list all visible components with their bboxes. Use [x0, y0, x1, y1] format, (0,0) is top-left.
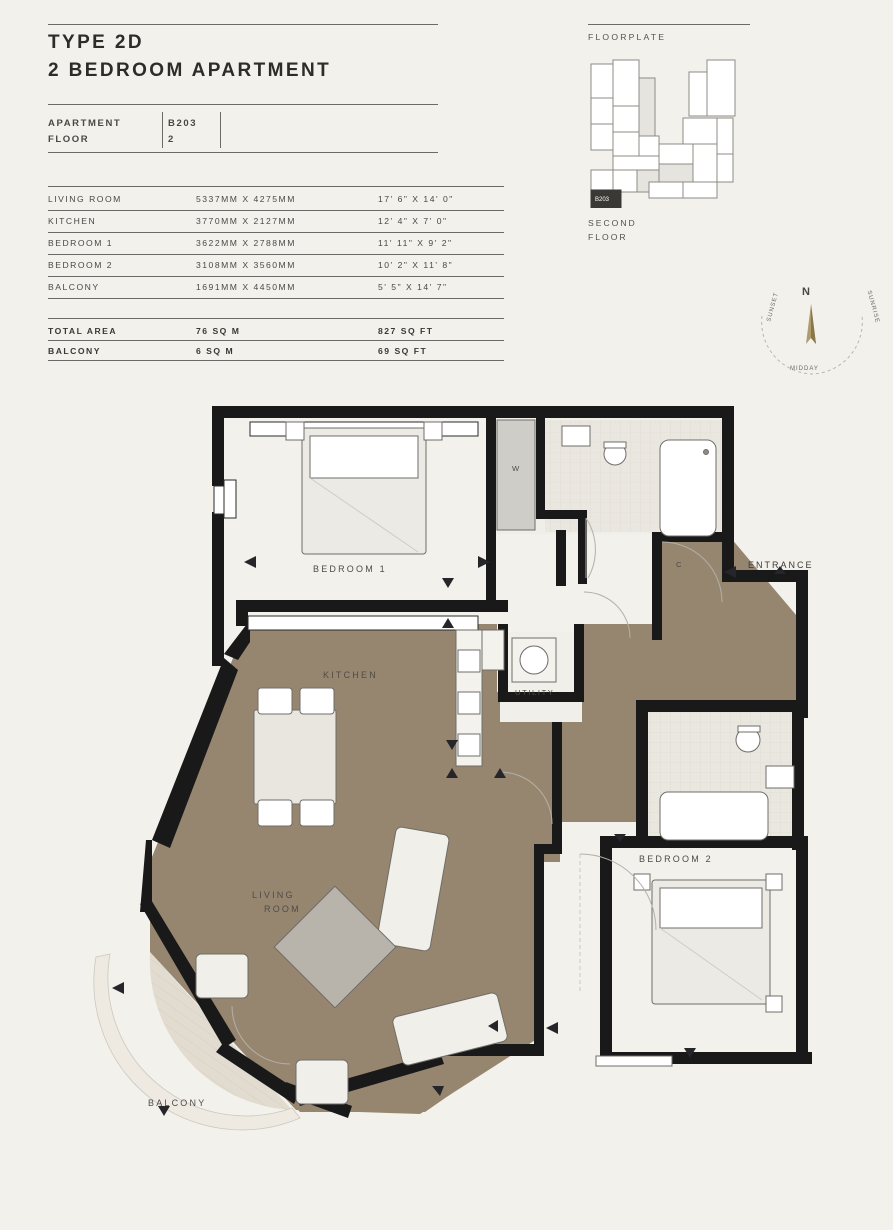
compass-north-label: N — [802, 286, 811, 298]
room-imperial: 5' 5" X 14' 7" — [378, 282, 448, 292]
page-title-description: 2 BEDROOM APARTMENT — [48, 60, 332, 81]
table-row — [48, 232, 504, 254]
floorplate-diagram — [583, 58, 773, 208]
schedule-rule-top — [48, 186, 504, 187]
schedule-rule-5 — [48, 298, 504, 299]
compass-sunrise-label: SUNRISE — [865, 289, 881, 325]
floorplate-title: FLOORPLATE — [588, 32, 667, 42]
room-name: BEDROOM 1 — [48, 238, 114, 248]
total-metric: 76 SQ M — [196, 326, 241, 336]
room-metric: 3622MM X 2788MM — [196, 238, 296, 248]
floorplate-caption-line2: FLOOR — [588, 232, 628, 242]
entrance-label: ENTRANCE — [748, 560, 814, 570]
room-label-balcony: BALCONY — [148, 1098, 207, 1108]
apartment-divider-left — [162, 112, 163, 148]
room-label-kitchen: KITCHEN — [323, 670, 378, 680]
totals-rule-top — [48, 318, 504, 319]
floor-plan-drawing — [0, 392, 893, 1225]
apartment-divider-right — [220, 112, 221, 148]
apartment-label: APARTMENT — [48, 118, 122, 129]
room-metric: 5337MM X 4275MM — [196, 194, 296, 204]
total-imperial: 827 SQ FT — [378, 326, 434, 336]
room-name: KITCHEN — [48, 216, 97, 226]
floor-value: 2 — [168, 134, 175, 145]
room-label-bedroom-1: BEDROOM 1 — [313, 564, 387, 574]
compass-sunset-label: SUNSET — [766, 291, 780, 323]
label-cupboard: C — [676, 560, 684, 569]
room-imperial: 11' 11" X 9' 2" — [378, 238, 453, 248]
floor-label: FLOOR — [48, 134, 90, 145]
floorplate-unit-marker: B203 — [595, 197, 610, 203]
room-label-utility: UTILITY — [515, 688, 555, 697]
header-rule-top — [48, 24, 438, 25]
room-metric: 3770MM X 2127MM — [196, 216, 296, 226]
table-row — [48, 210, 504, 232]
room-label-living-room-line2: ROOM — [264, 904, 301, 914]
total-label: TOTAL AREA — [48, 326, 118, 336]
header-rule-apartment-bottom — [48, 152, 438, 153]
room-metric: 1691MM X 4450MM — [196, 282, 296, 292]
room-name: LIVING ROOM — [48, 194, 122, 204]
floor-plan — [0, 392, 893, 1225]
label-wardrobe: W — [512, 464, 521, 473]
table-row — [48, 254, 504, 276]
compass-midday-label: MIDDAY — [790, 366, 819, 372]
header-rule-mid — [48, 104, 438, 105]
room-name: BEDROOM 2 — [48, 260, 114, 270]
table-row — [48, 188, 504, 210]
room-imperial: 17' 6" X 14' 0" — [378, 194, 454, 204]
page-title-type: TYPE 2D — [48, 32, 144, 53]
room-label-bedroom-2: BEDROOM 2 — [639, 854, 713, 864]
apartment-value: B203 — [168, 118, 198, 129]
total-metric: 6 SQ M — [196, 346, 235, 356]
room-imperial: 10' 2" X 11' 8" — [378, 260, 454, 270]
table-row-total — [48, 320, 504, 342]
room-imperial: 12' 4" X 7' 0" — [378, 216, 448, 226]
total-label: BALCONY — [48, 346, 101, 356]
room-label-living-room-line1: LIVING — [252, 890, 295, 900]
room-metric: 3108MM X 3560MM — [196, 260, 296, 270]
floorplate-rule-top — [588, 24, 750, 25]
table-row — [48, 276, 504, 298]
totals-rule-bottom — [48, 360, 504, 361]
room-name: BALCONY — [48, 282, 100, 292]
table-row-total — [48, 340, 504, 362]
floorplate-caption-line1: SECOND — [588, 218, 637, 228]
total-imperial: 69 SQ FT — [378, 346, 428, 356]
